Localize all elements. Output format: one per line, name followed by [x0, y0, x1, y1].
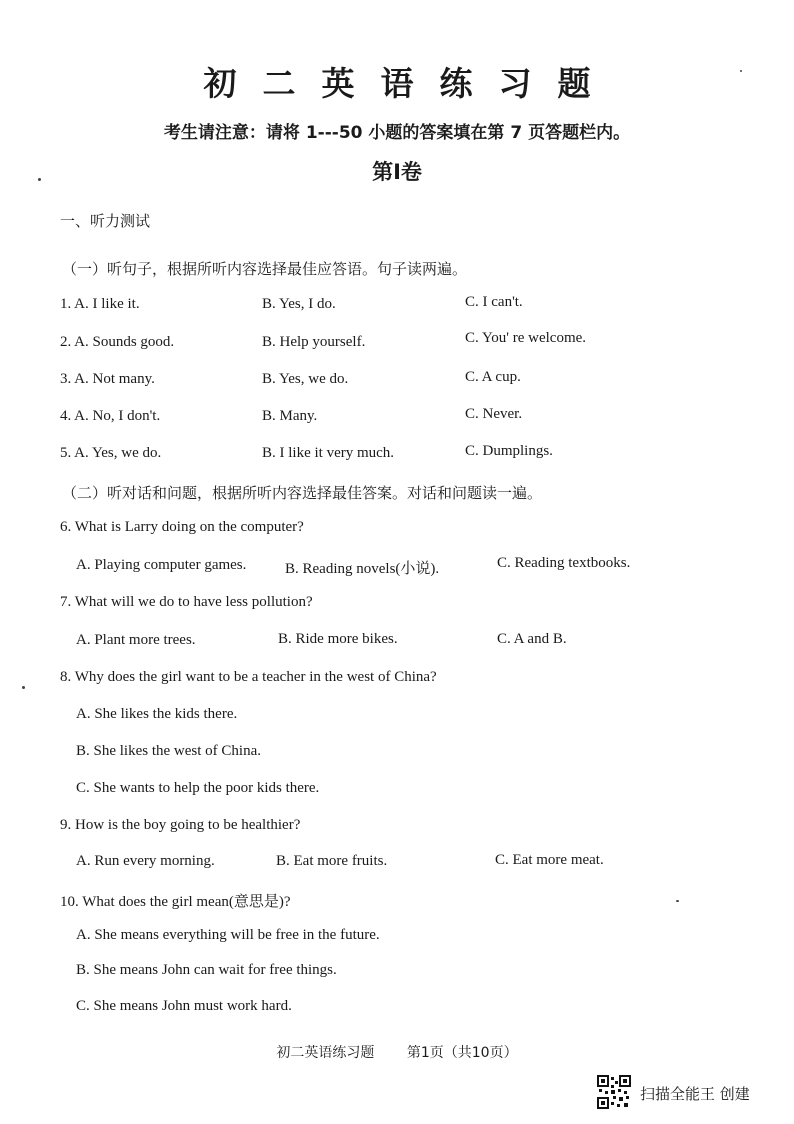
page-title: 初二英语练习题 — [203, 64, 617, 103]
question-stem: 7. What will we do to have less pollution? — [60, 594, 313, 610]
option-c: C. A cup. — [465, 369, 521, 385]
question-stem: 10. What does the girl mean(意思是)? — [60, 894, 291, 910]
option-a: 3. A. Not many. — [60, 371, 155, 387]
option-c: C. Dumplings. — [465, 443, 553, 459]
option-b: B. She means John can wait for free things. — [76, 962, 337, 978]
exam-notice: 考生请注意：请将 1---50 小题的答案填在第 7 页答题栏内。 — [163, 123, 631, 143]
qr-code-icon — [597, 1075, 631, 1109]
option-c: C. I can't. — [465, 294, 523, 310]
option-c: C. A and B. — [497, 631, 567, 647]
footer-document-name: 初二英语练习题 — [276, 1045, 375, 1061]
option-a: A. Playing computer games. — [76, 557, 247, 573]
option-b: B. I like it very much. — [262, 445, 395, 461]
question-stem: 9. How is the boy going to be healthier? — [60, 817, 301, 833]
option-b: B. She likes the west of China. — [76, 743, 261, 759]
option-b: B. Reading novels(小说). — [285, 561, 440, 577]
footer-page-number: 第1页（共10页） — [406, 1045, 518, 1061]
option-a: 5. A. Yes, we do. — [60, 445, 162, 461]
option-c: C. You' re welcome. — [465, 330, 587, 346]
option-c: C. She wants to help the poor kids there. — [76, 780, 320, 796]
option-b: B. Eat more fruits. — [276, 853, 388, 869]
option-a: A. She likes the kids there. — [76, 706, 238, 722]
scan-speck — [38, 178, 41, 181]
option-a: A. Run every morning. — [76, 853, 215, 869]
scan-speck — [22, 686, 25, 689]
page-footer — [0, 1042, 794, 1062]
option-b: B. Yes, I do. — [262, 296, 336, 312]
option-b: B. Yes, we do. — [262, 371, 349, 387]
part-heading-2: （二）听对话和问题，根据所听内容选择最佳答案。对话和问题读一遍。 — [62, 484, 543, 502]
question-stem: 8. Why does the girl want to be a teacher in the west of China? — [60, 669, 437, 685]
option-a: 2. A. Sounds good. — [60, 334, 175, 350]
option-b: B. Many. — [262, 408, 318, 424]
scan-speck — [740, 70, 742, 72]
option-b: B. Ride more bikes. — [278, 631, 398, 647]
volume-heading: 第Ⅰ卷 — [372, 160, 422, 184]
part-heading-1: （一）听句子，根据所听内容选择最佳应答语。句子读两遍。 — [62, 260, 468, 278]
option-c: C. Never. — [465, 406, 523, 422]
option-a: 4. A. No, I don't. — [60, 408, 161, 424]
option-a: A. Plant more trees. — [76, 632, 196, 648]
option-a: A. She means everything will be free in the future. — [76, 927, 380, 943]
option-c: C. Reading textbooks. — [497, 555, 631, 571]
section-heading-listening: 一、听力测试 — [60, 212, 151, 230]
option-c: C. Eat more meat. — [495, 852, 604, 868]
option-b: B. Help yourself. — [262, 334, 366, 350]
option-a: 1. A. I like it. — [60, 296, 140, 312]
question-stem: 6. What is Larry doing on the computer? — [60, 519, 304, 535]
scanner-watermark: 扫描全能王 创建 — [640, 1085, 750, 1103]
scan-speck — [676, 900, 679, 902]
option-c: C. She means John must work hard. — [76, 998, 292, 1014]
